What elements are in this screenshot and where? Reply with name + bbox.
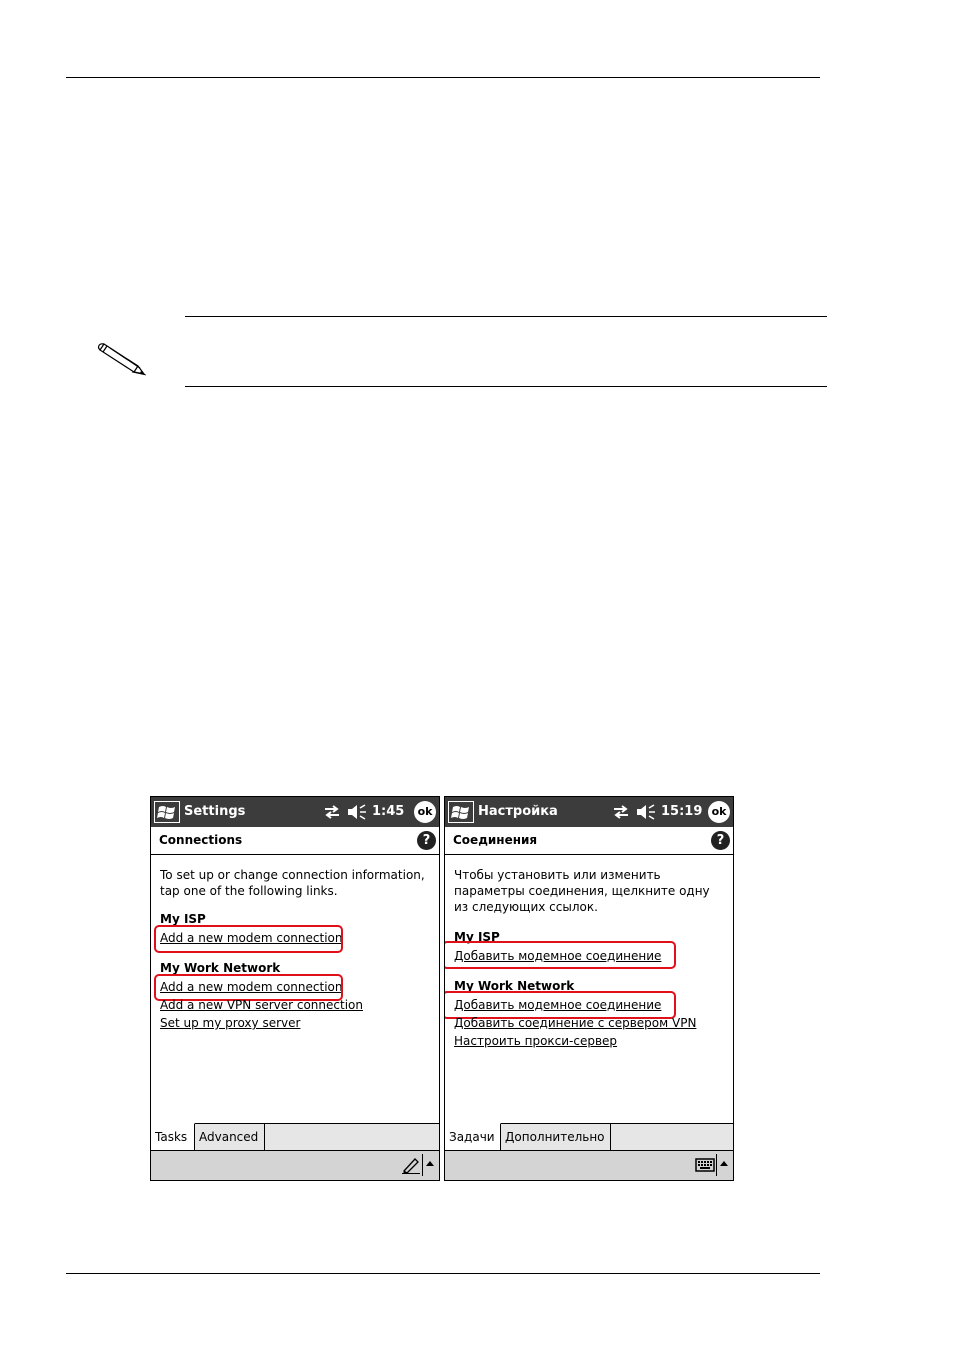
ok-button[interactable]: ok [708,801,730,823]
link-add-modem-work[interactable]: Add a new modem connection [160,980,343,994]
app-title: Настройка [478,804,558,819]
link-proxy-server[interactable]: Настроить прокси-сервер [454,1034,618,1048]
tab-bar [445,1123,733,1150]
link-add-vpn[interactable]: Add a new VPN server connection [160,998,363,1012]
title-bar [151,797,439,827]
page-top-rule [66,77,820,78]
help-icon[interactable]: ? [417,831,436,850]
title-bar [445,797,733,827]
sip-up-arrow-icon[interactable] [425,1159,435,1169]
section-my-work-network: My Work Network [454,979,575,993]
note-pencil-icon [94,336,152,376]
clock[interactable]: 15:19 [661,804,703,819]
page-title: Соединения [453,833,538,847]
menu-separator [716,1154,717,1176]
volume-icon[interactable] [347,803,367,821]
tab-tasks[interactable]: Tasks [151,1123,195,1150]
menu-separator [422,1154,423,1176]
note-bottom-rule [185,386,827,387]
note-top-rule [185,316,827,317]
app-title: Settings [184,804,246,819]
menu-bar [445,1150,733,1180]
windows-start-icon[interactable] [154,801,180,823]
highlight-box [154,974,343,1001]
highlight-box [444,941,676,969]
content-area [445,855,733,1123]
section-my-isp: My ISP [454,930,500,944]
pda-screen-english [150,796,440,1181]
link-proxy-server[interactable]: Set up my proxy server [160,1016,301,1030]
content-area [151,855,439,1123]
section-my-work-network: My Work Network [160,961,281,975]
link-add-modem-isp[interactable]: Add a new modem connection [160,931,343,945]
link-add-modem-work[interactable]: Добавить модемное соединение [454,998,662,1012]
link-add-vpn[interactable]: Добавить соединение с сервером VPN [454,1016,697,1030]
connectivity-icon[interactable] [612,803,630,821]
tab-advanced[interactable]: Advanced [195,1123,265,1150]
intro-text: Чтобы установить или изменить параметры соединения, щелкните одну из следующих ссылок. [454,868,710,914]
connectivity-icon[interactable] [323,803,341,821]
ok-button[interactable]: ok [414,801,436,823]
windows-start-icon[interactable] [448,801,474,823]
page-header [445,827,733,855]
keyboard-icon[interactable] [695,1156,715,1174]
tab-tasks[interactable]: Задачи [445,1123,501,1150]
page-title: Connections [159,833,243,847]
page-header [151,827,439,855]
help-icon[interactable]: ? [711,831,730,850]
highlight-box [154,925,343,953]
volume-icon[interactable] [636,803,656,821]
highlight-box [444,991,676,1019]
tab-advanced[interactable]: Дополнительно [501,1123,611,1150]
clock[interactable]: 1:45 [372,804,405,819]
sip-up-arrow-icon[interactable] [719,1159,729,1169]
pda-screen-russian [444,796,734,1181]
tab-bar [151,1123,439,1150]
pencil-icon[interactable] [401,1156,421,1174]
menu-bar [151,1150,439,1180]
intro-text: To set up or change connection information, tap one of the following links. [160,868,425,898]
link-add-modem-isp[interactable]: Добавить модемное соединение [454,949,662,963]
page-bottom-rule [66,1273,820,1274]
section-my-isp: My ISP [160,912,206,926]
